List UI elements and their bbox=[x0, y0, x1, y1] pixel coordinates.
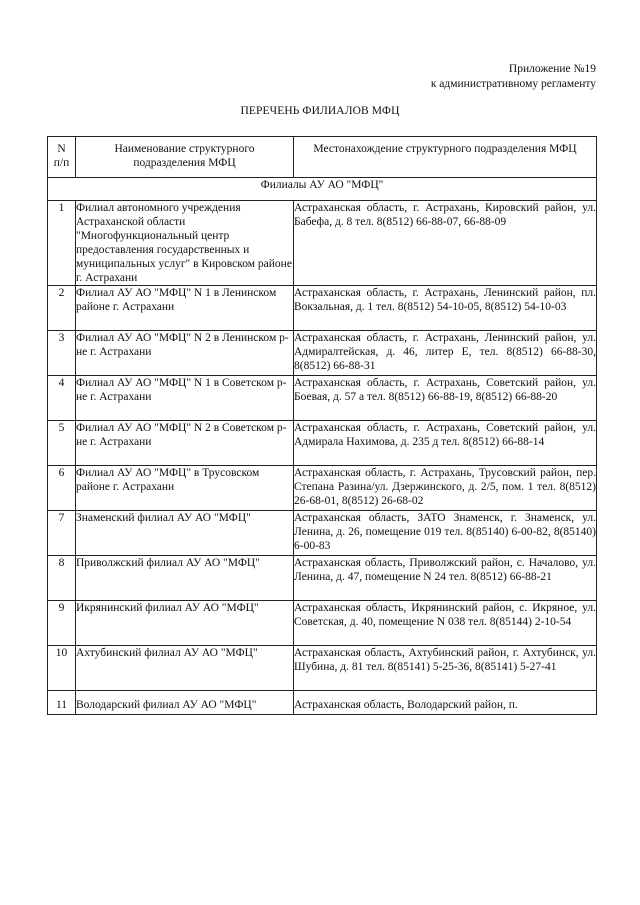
branch-address: Астраханская область, г. Астрахань, Кировский район, ул. Бабефа, д. 8 тел. 8(8512) 66-88-07, 66-88-09 bbox=[294, 201, 597, 286]
row-number: 2 bbox=[48, 286, 76, 331]
branch-address: Астраханская область, г. Астрахань, Трусовский район, пер. Степана Разина/ул. Дзержинского, д. 2/5, пом. 1 тел. 8(8512) 26-68-01, 8(8512) 26-68-02 bbox=[294, 466, 597, 511]
branch-name: Филиал АУ АО "МФЦ" в Трусовском районе г. Астрахани bbox=[76, 466, 294, 511]
table-row bbox=[48, 691, 597, 715]
column-header-number-line2: п/п bbox=[53, 157, 70, 169]
branch-name: Филиал автономного учреждения Астраханской области "Многофункциональный центр предоставления государственных и муниципальных услуг" в Кировском районе г. Астрахани bbox=[76, 202, 292, 284]
branch-address: Астраханская область, Икрянинский район, с. Икряное, ул. Советская, д. 40, помещение N 038 тел. 8(85144) 2-10-54 bbox=[294, 601, 597, 646]
row-number: 9 bbox=[48, 601, 76, 646]
table-row bbox=[48, 201, 597, 286]
page-title: ПЕРЕЧЕНЬ ФИЛИАЛОВ МФЦ bbox=[240, 105, 400, 117]
table-row bbox=[48, 331, 597, 376]
group-title: Филиалы АУ АО "МФЦ" bbox=[48, 178, 597, 201]
column-header-address bbox=[294, 137, 597, 178]
row-number: 6 bbox=[48, 466, 76, 511]
row-number: 4 bbox=[48, 376, 76, 421]
branch-name: Филиал АУ АО "МФЦ" N 2 в Советском р-не г. Астрахани bbox=[76, 421, 294, 466]
branch-name: Знаменский филиал АУ АО "МФЦ" bbox=[76, 511, 294, 556]
branch-address: Астраханская область, ЗАТО Знаменск, г. Знаменск, ул. Ленина, д. 26, помещение 019 тел. 8(85140) 6-00-82, 8(85140) 6-00-83 bbox=[294, 511, 597, 556]
row-number: 11 bbox=[48, 691, 76, 715]
row-number: 1 bbox=[48, 201, 76, 286]
branch-name: Икрянинский филиал АУ АО "МФЦ" bbox=[76, 601, 294, 646]
branch-address: Астраханская область, Володарский район, п. bbox=[294, 691, 597, 715]
branch-address: Астраханская область, г. Астрахань, Ленинский район, пл. Вокзальная, д. 1 тел. 8(8512) 54-10-05, 8(8512) 54-10-03 bbox=[294, 286, 597, 331]
appendix-note bbox=[431, 62, 596, 92]
appendix-number: Приложение №19 bbox=[508, 63, 596, 75]
branch-name: Филиал АУ АО "МФЦ" N 1 в Ленинском районе г. Астрахани bbox=[76, 286, 294, 331]
group-header-row bbox=[48, 178, 597, 201]
table-row bbox=[48, 646, 597, 691]
table-row bbox=[48, 556, 597, 601]
row-number: 7 bbox=[48, 511, 76, 556]
column-header-number bbox=[48, 137, 76, 178]
appendix-reference: к административному регламенту bbox=[430, 78, 596, 90]
table-row bbox=[48, 286, 597, 331]
column-header-number-line1: N bbox=[57, 143, 66, 155]
branch-address: Астраханская область, г. Астрахань, Советский район, ул. Адмирала Нахимова, д. 235 д тел. 8(8512) 66-88-14 bbox=[294, 421, 597, 466]
branch-address: Астраханская область, г. Астрахань, Ленинский район, ул. Адмиралтейская, д. 46, литер Е, тел. 8(8512) 66-88-30, 8(8512) 66-88-31 bbox=[294, 331, 597, 376]
table-row bbox=[48, 376, 597, 421]
column-header-address-text: Местонахождение структурного подразделения МФЦ bbox=[313, 143, 577, 155]
branches-table bbox=[47, 136, 597, 715]
branch-name: Приволжский филиал АУ АО "МФЦ" bbox=[76, 556, 294, 601]
table-header-row bbox=[48, 137, 597, 178]
branch-address: Астраханская область, Ахтубинский район, г. Ахтубинск, ул. Шубина, д. 81 тел. 8(85141) 5-25-36, 8(85141) 5-27-41 bbox=[294, 646, 597, 691]
table-row bbox=[48, 601, 597, 646]
branch-name: Володарский филиал АУ АО "МФЦ" bbox=[76, 691, 294, 715]
row-number: 8 bbox=[48, 556, 76, 601]
table-row bbox=[48, 511, 597, 556]
row-number: 5 bbox=[48, 421, 76, 466]
row-number: 3 bbox=[48, 331, 76, 376]
table-row bbox=[48, 421, 597, 466]
branch-address: Астраханская область, г. Астрахань, Советский район, ул. Боевая, д. 57 а тел. 8(8512) 66-88-19, 8(8512) 66-88-20 bbox=[294, 376, 597, 421]
table-row bbox=[48, 466, 597, 511]
row-number: 10 bbox=[48, 646, 76, 691]
branch-name: Филиал АУ АО "МФЦ" N 1 в Советском р-не г. Астрахани bbox=[76, 376, 294, 421]
branch-name: Филиал АУ АО "МФЦ" N 2 в Ленинском р-не г. Астрахани bbox=[76, 331, 294, 376]
branch-name: Ахтубинский филиал АУ АО "МФЦ" bbox=[76, 646, 294, 691]
column-header-name-text: Наименование структурного подразделения МФЦ bbox=[114, 143, 255, 169]
branch-address: Астраханская область, Приволжский район, с. Началово, ул. Ленина, д. 47, помещение N 24 тел. 8(8512) 66-88-21 bbox=[294, 556, 597, 601]
column-header-name bbox=[76, 137, 294, 178]
